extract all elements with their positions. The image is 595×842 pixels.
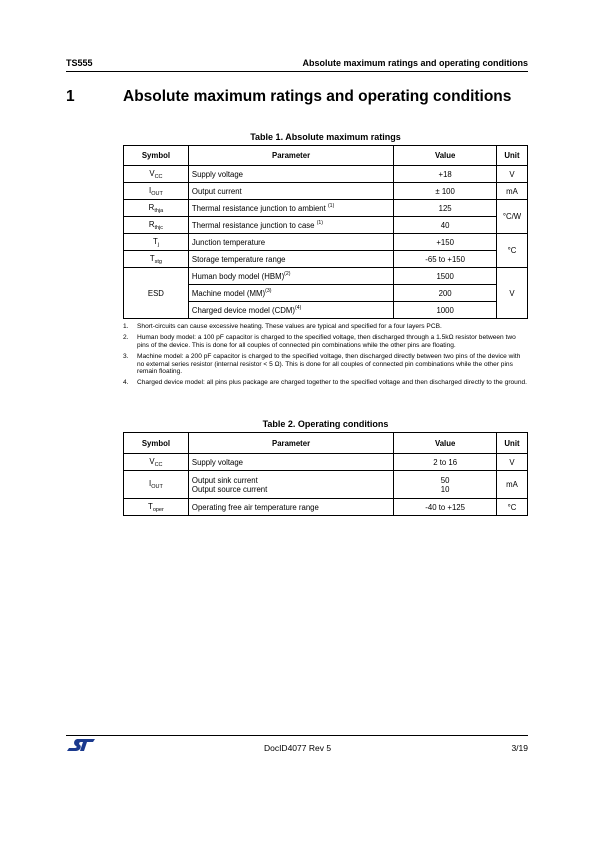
unit-cell: V <box>496 166 527 183</box>
table1-header-row <box>124 146 528 166</box>
table2-header-symbol: Symbol <box>124 433 189 454</box>
table-row <box>124 251 528 268</box>
table2-header-row <box>124 433 528 454</box>
unit-cell: °C/W <box>496 200 527 234</box>
symbol-cell <box>124 471 189 499</box>
table-row <box>124 166 528 183</box>
footnote-text: Charged device model: all pins plus package are charged together to the specified voltage and then discharged directly to the ground. <box>137 379 528 387</box>
footnote <box>123 353 528 375</box>
footnote-text: Human body model: a 100 pF capacitor is charged to the specified voltage, then discharged through a 1.5kΩ resistor between two pins of the device. This is done for all couples of connected pin combinations while the other pins are floating. <box>137 334 516 349</box>
parameter-cell <box>188 471 393 499</box>
parameter-cell <box>188 200 393 217</box>
parameter-cell: Junction temperature <box>188 234 393 251</box>
footer-rule <box>66 735 528 736</box>
unit-cell: mA <box>497 471 528 499</box>
unit-cell: mA <box>496 183 527 200</box>
value-line: 50 <box>440 475 450 485</box>
footnote-ref: (3) <box>265 287 272 294</box>
symbol-cell <box>124 251 189 268</box>
symbol: R <box>148 202 155 212</box>
unit-cell: °C <box>496 234 527 268</box>
table2-header-parameter: Parameter <box>188 433 393 454</box>
footer-page-number: 3/19 <box>511 743 528 753</box>
footnote-ref: (4) <box>295 304 302 311</box>
footnote-ref: (1) <box>316 219 324 226</box>
symbol-subscript: OUT <box>151 190 163 197</box>
symbol-subscript: oper <box>152 506 164 513</box>
table2-caption: Table 2. Operating conditions <box>262 419 389 429</box>
value-cell <box>394 471 497 499</box>
section-title: Absolute maximum ratings and operating conditions <box>123 88 512 105</box>
footnote <box>123 334 528 349</box>
symbol: I <box>149 479 152 488</box>
value-cell: +150 <box>394 234 497 251</box>
symbol-cell <box>124 183 189 200</box>
parameter-cell: Operating free air temperature range <box>188 499 393 516</box>
symbol-subscript: j <box>157 241 159 248</box>
unit-cell: °C <box>497 499 528 516</box>
parameter-text: Human body model (HBM) <box>191 271 285 281</box>
parameter-line: Output source current <box>191 484 268 494</box>
value-cell: +18 <box>394 166 497 183</box>
symbol-subscript: stg <box>154 258 162 265</box>
value-cell: -65 to +150 <box>394 251 497 268</box>
value-cell: 200 <box>394 285 497 302</box>
footnote-text: Machine model: a 200 pF capacitor is charged to the specified voltage, then discharged directly between two pins of the device with no external series resistor (internal resistor < 5 Ω). This is done for all couples of connected pin combinations while the other pins remain floating. <box>137 353 521 376</box>
table1-footnotes <box>123 323 528 391</box>
parameter-text: Thermal resistance junction to ambient <box>191 203 328 213</box>
symbol: T <box>149 253 155 263</box>
parameter-cell <box>188 217 393 234</box>
table-row <box>124 454 528 471</box>
parameter-text: Charged device model (CDM) <box>191 305 296 315</box>
value-line: 10 <box>440 484 450 494</box>
symbol: V <box>149 456 155 466</box>
footnote <box>123 323 528 330</box>
footnote-number: 1. <box>123 323 129 330</box>
parameter-cell <box>188 285 393 302</box>
table-row <box>124 234 528 251</box>
table1-caption: Table 1. Absolute maximum ratings <box>250 132 401 142</box>
parameter-cell <box>188 302 393 319</box>
parameter-cell: Supply voltage <box>188 454 393 471</box>
table-row <box>124 200 528 217</box>
table2-header-value: Value <box>394 433 497 454</box>
header-section-title: Absolute maximum ratings and operating conditions <box>302 58 528 68</box>
value-cell: 1500 <box>394 268 497 285</box>
footnote-text: Short-circuits can cause excessive heating. These values are typical and specified for a four layers PCB. <box>137 323 442 330</box>
symbol: T <box>152 236 158 246</box>
table-row <box>124 499 528 516</box>
table-row <box>124 217 528 234</box>
symbol: I <box>149 185 152 195</box>
table1-header-symbol: Symbol <box>124 146 189 166</box>
table-absolute-max-ratings <box>123 145 528 319</box>
header-rule <box>66 71 528 72</box>
table-row <box>124 268 528 285</box>
table1-header-value: Value <box>394 146 497 166</box>
parameter-line: Output sink current <box>191 475 258 485</box>
value-cell: 125 <box>394 200 497 217</box>
symbol: T <box>148 501 153 511</box>
parameter-cell: Supply voltage <box>188 166 393 183</box>
symbol-cell <box>124 217 189 234</box>
footnote-number: 3. <box>123 353 129 361</box>
symbol-cell <box>124 166 189 183</box>
footnote-ref: (2) <box>284 270 291 277</box>
unit-cell: V <box>496 268 527 319</box>
parameter-text: Thermal resistance junction to case <box>191 220 317 230</box>
symbol: V <box>149 168 155 178</box>
symbol-subscript: CC <box>154 461 163 468</box>
parameter-cell: Storage temperature range <box>188 251 393 268</box>
table1-header-unit: Unit <box>496 146 527 166</box>
footnote-number: 4. <box>123 379 129 387</box>
symbol-subscript: thja <box>154 207 164 214</box>
table2-header-unit: Unit <box>497 433 528 454</box>
parameter-cell: Output current <box>188 183 393 200</box>
symbol-cell <box>124 454 189 471</box>
value-cell: ± 100 <box>394 183 497 200</box>
footnote <box>123 379 528 386</box>
footnote-ref: (1) <box>327 202 335 209</box>
table1-header-parameter: Parameter <box>188 146 393 166</box>
table-row <box>124 183 528 200</box>
parameter-text: Machine model (MM) <box>191 288 266 298</box>
symbol-cell <box>124 234 189 251</box>
footnote-number: 2. <box>123 334 129 342</box>
symbol-cell <box>124 499 189 516</box>
symbol-subscript: OUT <box>151 484 163 490</box>
value-cell: 1000 <box>394 302 497 319</box>
symbol-cell: ESD <box>124 268 189 319</box>
table-operating-conditions <box>123 432 528 516</box>
symbol-cell <box>124 200 189 217</box>
symbol-subscript: thjc <box>154 224 164 231</box>
footer-document-id: DocID4077 Rev 5 <box>263 743 332 753</box>
header-product: TS555 <box>66 58 93 68</box>
value-cell: -40 to +125 <box>394 499 497 516</box>
table-row <box>124 471 528 499</box>
section-number: 1 <box>66 88 75 105</box>
value-cell: 2 to 16 <box>394 454 497 471</box>
value-cell: 40 <box>394 217 497 234</box>
unit-cell: V <box>497 454 528 471</box>
parameter-cell <box>188 268 393 285</box>
symbol-subscript: CC <box>154 173 163 180</box>
symbol: R <box>148 219 155 229</box>
